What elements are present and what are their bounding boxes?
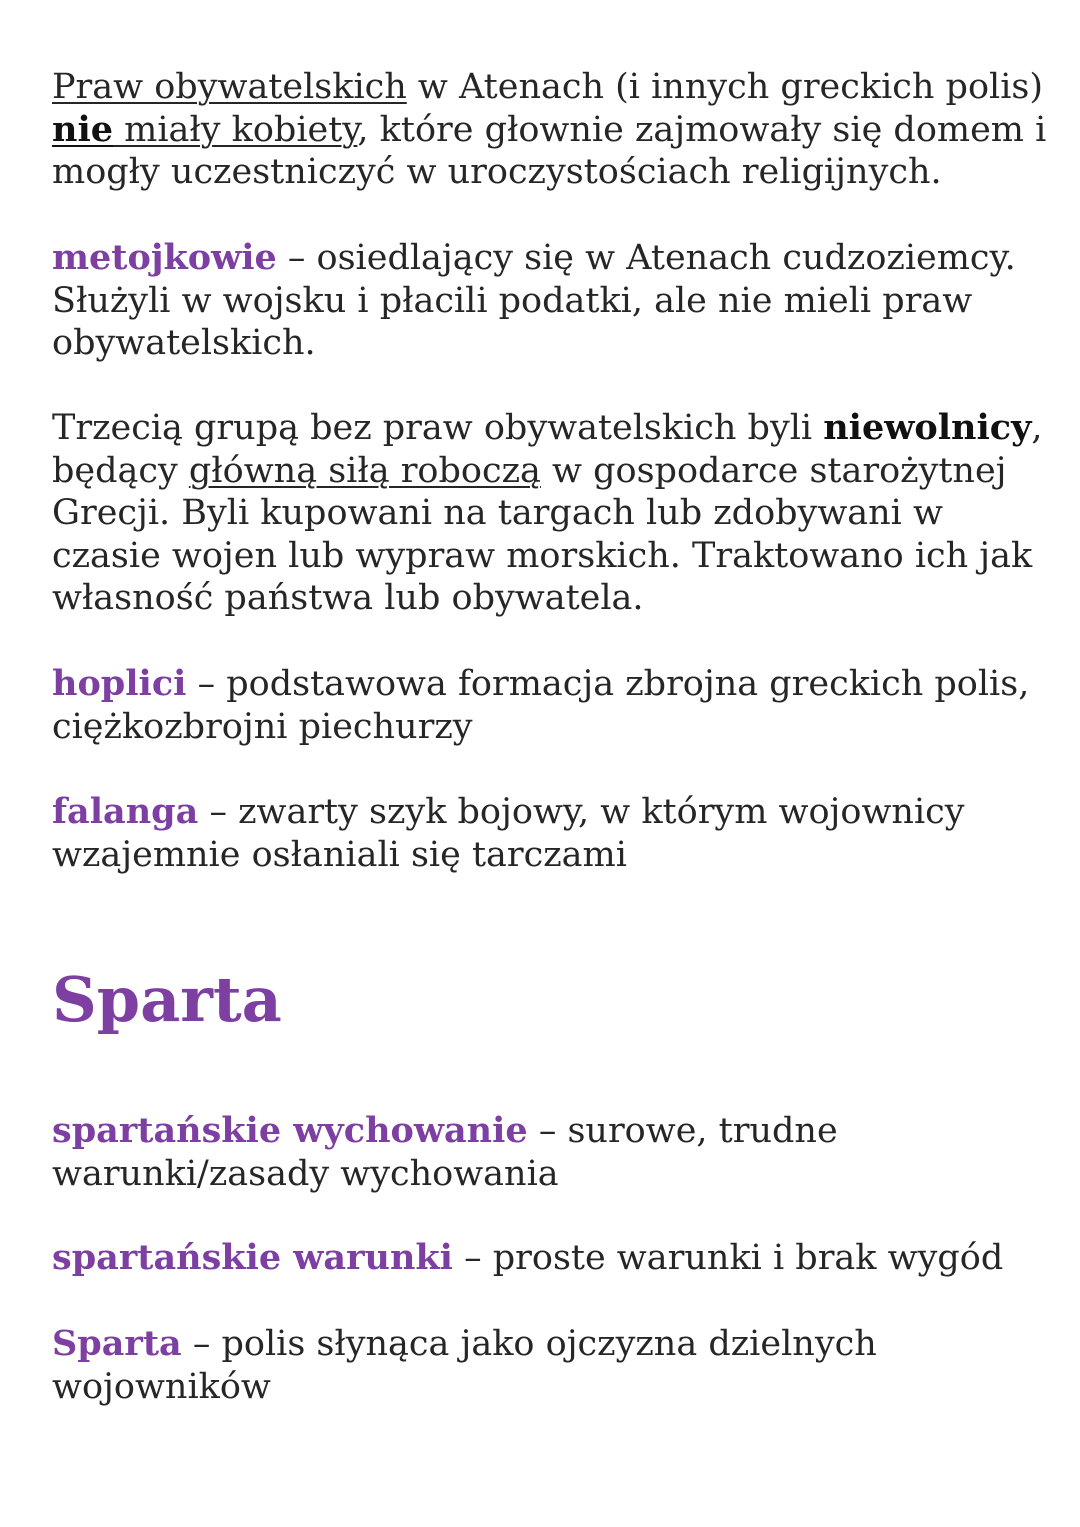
- definition-sparta: [52, 1323, 1052, 1408]
- text: w gospodarce starożytnej: [540, 450, 1007, 491]
- definition-text: – proste warunki i brak wygód: [452, 1238, 1004, 1278]
- line: [52, 663, 1052, 706]
- line: mogły uczestniczyć w uroczystościach religijnych.: [52, 152, 942, 192]
- section-heading: Sparta: [52, 963, 282, 1036]
- paragraph-niewolnicy: [52, 407, 1052, 620]
- line: warunki/zasady wychowania: [52, 1153, 559, 1194]
- line: czasie wojen lub wypraw morskich. Traktowano ich jak: [52, 535, 1033, 576]
- line: [52, 450, 1052, 493]
- definition-falanga: [52, 791, 1052, 876]
- line: [52, 1110, 1052, 1153]
- text: będący: [52, 450, 189, 491]
- line: [52, 1323, 1052, 1366]
- line: [52, 791, 1052, 834]
- definition-metojkowie: [52, 237, 1052, 365]
- line: obywatelskich.: [52, 323, 316, 363]
- term: spartańskie warunki: [52, 1237, 453, 1278]
- underlined-phrase: Praw obywatelskich: [52, 67, 407, 107]
- definition-text: – polis słynąca jako ojczyzna dzielnych: [181, 1324, 877, 1364]
- text: , które głownie zajmowały się domem i: [357, 109, 1047, 150]
- line: [52, 109, 1052, 152]
- term: falanga: [52, 791, 199, 832]
- line: [52, 1237, 1052, 1280]
- bold-phrase: nie: [52, 108, 114, 150]
- definition-text: – podstawowa formacja zbrojna greckich polis,: [186, 664, 1030, 704]
- line: Służyli w wojsku i płacili podatki, ale nie mieli praw: [52, 280, 973, 321]
- line: [52, 237, 1052, 280]
- definition-spartanskie-wychowanie: [52, 1110, 1052, 1195]
- text: w Atenach (i innych greckich polis): [406, 67, 1044, 107]
- line: [52, 66, 1052, 109]
- definition-text: – zwarty szyk bojowy, w którym wojownicy: [198, 792, 965, 832]
- line: własność państwa lub obywatela.: [52, 578, 644, 618]
- line: [52, 407, 1052, 450]
- bold-phrase: niewolnicy: [823, 407, 1032, 448]
- definition-text: – surowe, trudne: [527, 1111, 838, 1151]
- line: ciężkozbrojni piechurzy: [52, 706, 473, 747]
- line: wojowników: [52, 1366, 271, 1407]
- text: Trzecią grupą bez praw obywatelskich byli: [52, 408, 824, 448]
- term: hoplici: [52, 663, 187, 704]
- term: spartańskie wychowanie: [52, 1110, 528, 1151]
- definition-text: – osiedlający się w Atenach cudzoziemcy.: [276, 238, 1016, 278]
- line: wzajemnie osłaniali się tarczami: [52, 834, 627, 875]
- text: ,: [1031, 408, 1043, 448]
- definition-spartanskie-warunki: [52, 1237, 1052, 1280]
- paragraph-citizenship-women: [52, 66, 1052, 194]
- definition-hoplici: [52, 663, 1052, 748]
- underlined-phrase: miały kobiety: [113, 109, 358, 150]
- term: Sparta: [52, 1323, 182, 1364]
- term: metojkowie: [52, 237, 277, 278]
- line: Grecji. Byli kupowani na targach lub zdobywani w: [52, 493, 943, 533]
- underlined-phrase: główną siłą roboczą: [188, 450, 541, 491]
